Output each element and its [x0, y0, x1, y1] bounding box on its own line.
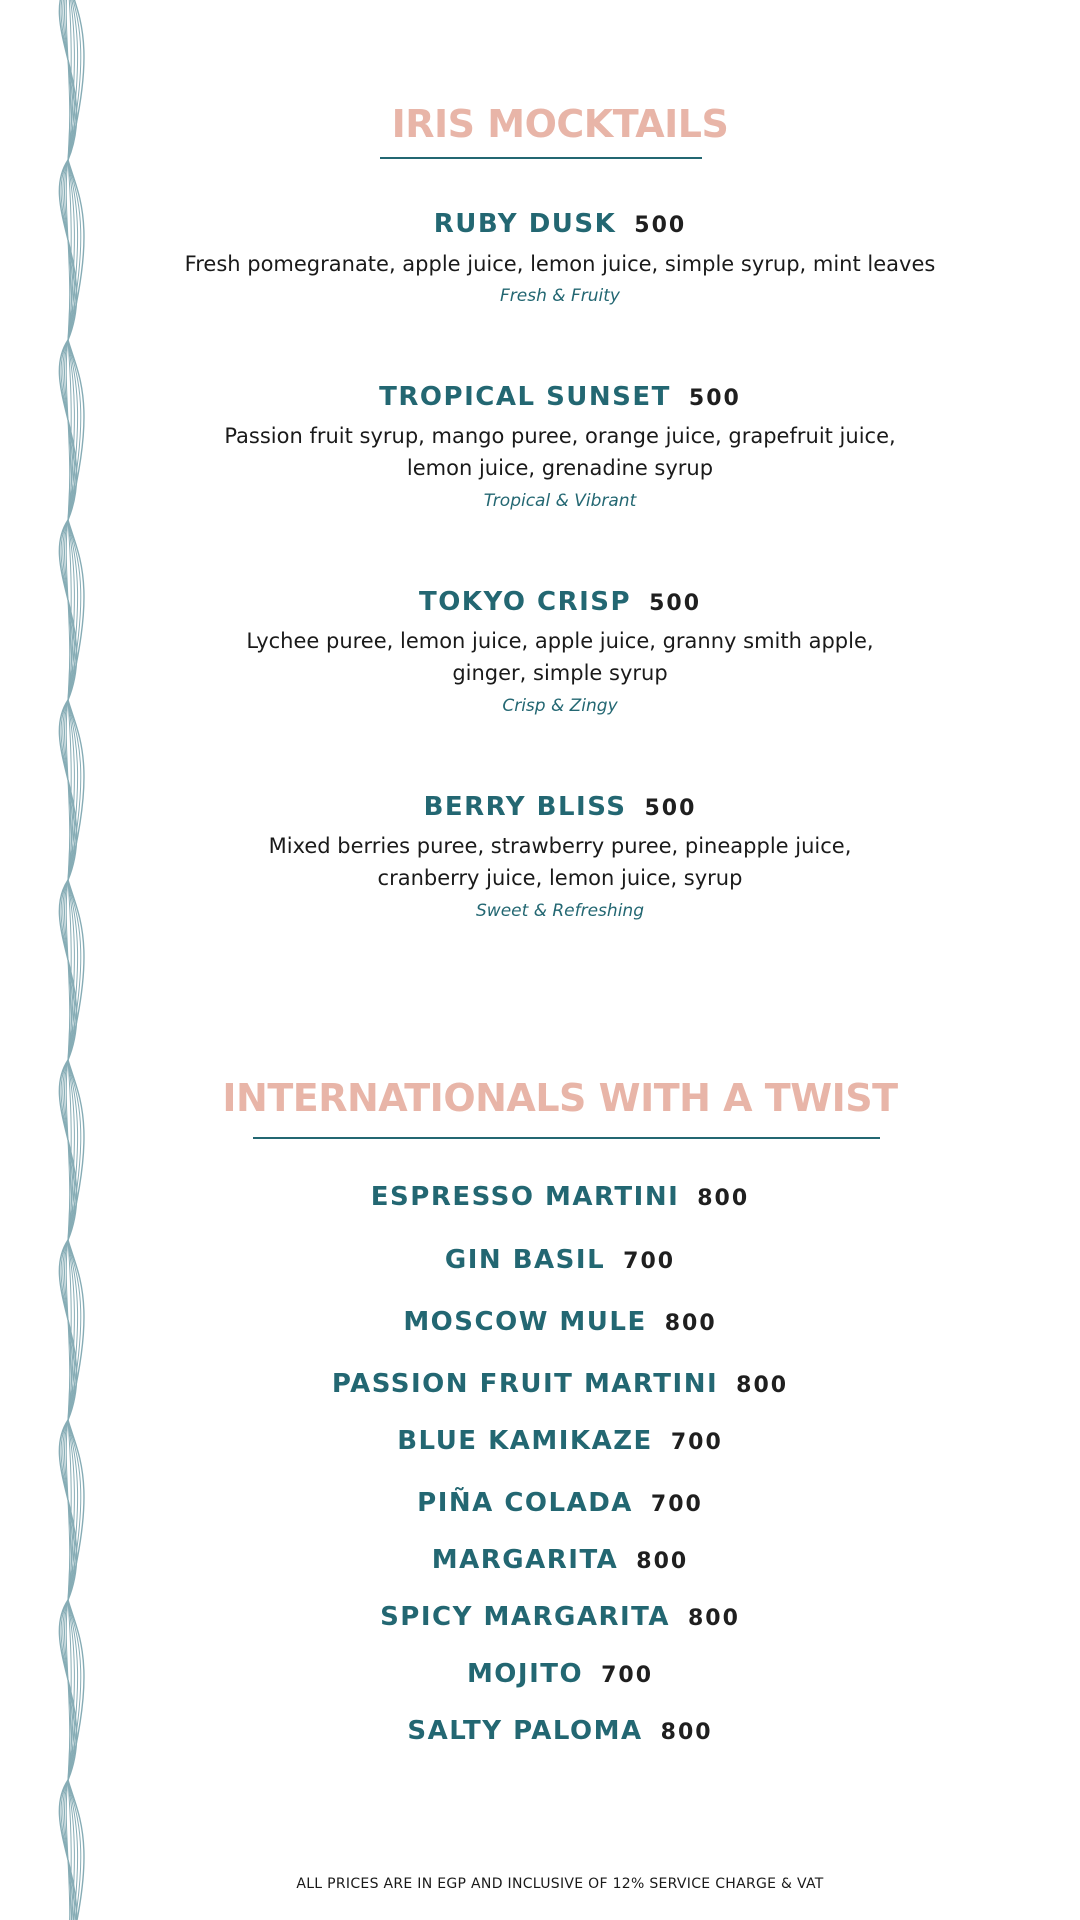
item-price: 700	[623, 1249, 676, 1274]
item-price: 800	[736, 1373, 789, 1398]
item-description-line: lemon juice, grenadine syrup	[406, 456, 714, 480]
item-description-line: ginger, simple syrup	[452, 661, 668, 685]
wavy-vine-ornament	[30, 0, 110, 1920]
item-name: RUBY DUSK	[433, 209, 617, 239]
menu-item-pina-colada	[140, 1490, 980, 1516]
item-price: 700	[670, 1430, 723, 1455]
item-price: 700	[650, 1492, 703, 1517]
section-divider-internationals	[253, 1137, 880, 1139]
menu-item-tokyo-crisp	[140, 589, 980, 615]
item-price: 500	[649, 591, 702, 616]
item-description	[140, 248, 980, 280]
menu-item-salty-paloma	[140, 1718, 980, 1744]
item-description-line: cranberry juice, lemon juice, syrup	[377, 866, 743, 890]
menu-item-margarita	[140, 1547, 980, 1573]
item-name: MARGARITA	[431, 1545, 619, 1575]
item-price: 500	[688, 386, 741, 411]
item-name: SALTY PALOMA	[407, 1716, 643, 1746]
section-divider-mocktails	[380, 157, 702, 159]
menu-item-mojito	[140, 1661, 980, 1687]
item-price: 800	[636, 1549, 689, 1574]
item-flavor-note: Tropical & Vibrant	[483, 491, 637, 511]
item-name: MOJITO	[466, 1659, 584, 1689]
item-price: 500	[634, 213, 687, 238]
item-name: MOSCOW MULE	[403, 1307, 647, 1337]
item-price: 800	[688, 1606, 740, 1631]
item-name: PIÑA COLADA	[417, 1488, 633, 1518]
item-name: BERRY BLISS	[423, 792, 627, 822]
item-description	[140, 625, 980, 689]
menu-item-gin-basil	[140, 1247, 980, 1273]
item-name: PASSION FRUIT MARTINI	[331, 1369, 719, 1399]
item-name: ESPRESSO MARTINI	[370, 1182, 680, 1212]
menu-item-spicy-margarita	[140, 1604, 980, 1630]
item-flavor-note: Sweet & Refreshing	[476, 901, 644, 921]
item-price: 800	[664, 1311, 717, 1336]
item-description-line: Passion fruit syrup, mango puree, orange juice, grapefruit juice,	[224, 424, 896, 448]
item-name: GIN BASIL	[444, 1245, 606, 1275]
vine-strand	[66, 0, 69, 1920]
menu-item-ruby-dusk	[140, 211, 980, 237]
menu-item-tropical-sunset	[140, 384, 980, 410]
section-title-internationals: INTERNATIONALS WITH A TWIST	[222, 1076, 898, 1120]
item-price: 800	[660, 1720, 713, 1745]
item-flavor-note: Crisp & Zingy	[502, 696, 618, 716]
item-price: 700	[601, 1663, 654, 1688]
item-description	[140, 420, 980, 484]
item-price: 800	[697, 1186, 750, 1211]
menu-item-blue-kamikaze	[140, 1428, 980, 1454]
menu-item-moscow-mule	[140, 1309, 980, 1335]
item-description-line: Lychee puree, lemon juice, apple juice, granny smith apple,	[246, 629, 874, 653]
item-name: SPICY MARGARITA	[380, 1602, 670, 1632]
price-disclaimer: ALL PRICES ARE IN EGP AND INCLUSIVE OF 12% SERVICE CHARGE & VAT	[296, 1876, 824, 1892]
section-title-mocktails: IRIS MOCKTAILS	[391, 102, 729, 146]
menu-item-passion-fruit-martini	[140, 1371, 980, 1397]
item-description-line: Fresh pomegranate, apple juice, lemon juice, simple syrup, mint leaves	[184, 252, 936, 276]
item-description	[140, 830, 980, 894]
item-name: BLUE KAMIKAZE	[397, 1426, 653, 1456]
item-flavor-note: Fresh & Fruity	[500, 286, 620, 306]
item-name: TROPICAL SUNSET	[379, 382, 671, 412]
menu-item-espresso-martini	[140, 1184, 980, 1210]
item-description-line: Mixed berries puree, strawberry puree, pineapple juice,	[268, 834, 852, 858]
item-price: 500	[644, 796, 697, 821]
item-name: TOKYO CRISP	[418, 587, 632, 617]
menu-item-berry-bliss	[140, 794, 980, 820]
